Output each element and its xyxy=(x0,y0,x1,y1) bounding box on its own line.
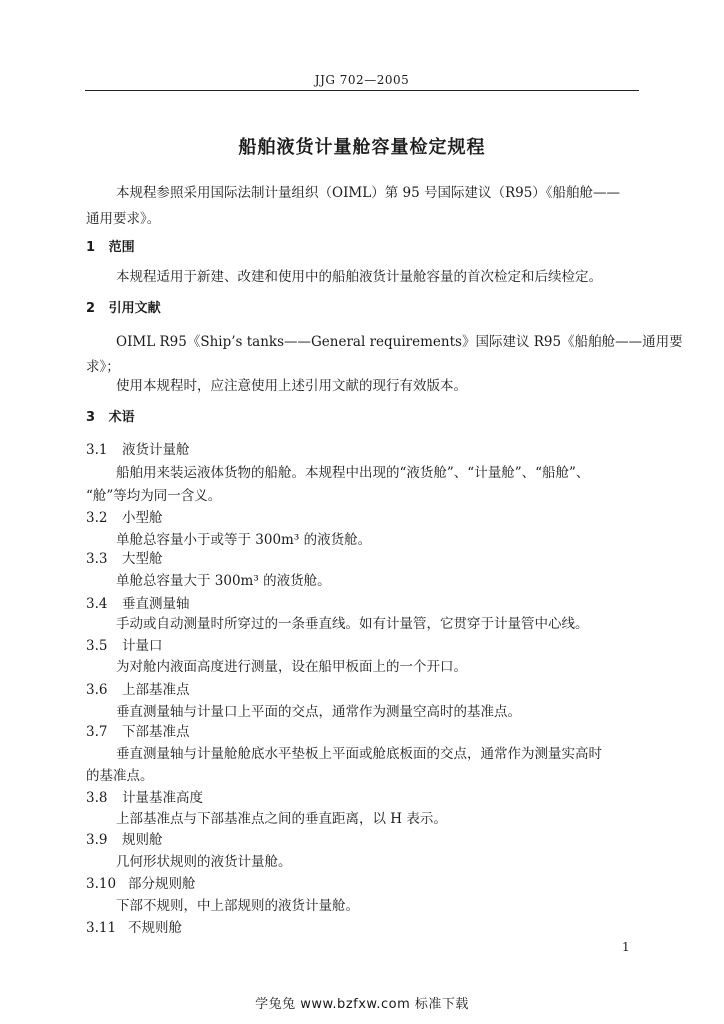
document-title: 船舶液货计量舱容量检定规程 xyxy=(238,137,486,158)
section-2-heading xyxy=(86,297,161,316)
term-definition: 为对舱内液面高度进行测量，设在船甲板面上的一个开口。 xyxy=(116,659,467,675)
section-1-body: 本规程适用于新建、改建和使用中的船舶液货计量舱容量的首次检定和后续检定。 xyxy=(116,269,602,285)
term-definition: 的基准点。 xyxy=(86,768,154,784)
term-definition: 单舱总容量小于或等于 300m³ 的液货舱。 xyxy=(116,532,372,548)
term-number: 3.3 xyxy=(86,551,108,567)
term-number: 3.7 xyxy=(86,724,108,740)
term-heading xyxy=(86,678,190,698)
term-heading xyxy=(86,634,163,654)
term-definition: 手动或自动测量时所穿过的一条垂直线。如有计量管，它贯穿于计量管中心线。 xyxy=(116,616,589,632)
section-number: 2 xyxy=(86,301,96,316)
page-number: 1 xyxy=(622,940,630,954)
intro-line-2: 通用要求》。 xyxy=(86,211,161,227)
term-definition: 垂直测量轴与计量舱舱底水平垫板上平面或舱底板面的交点，通常作为测量实高时 xyxy=(116,746,602,762)
term-definition: 下部不规则，中上部规则的液货计量舱。 xyxy=(116,898,359,914)
section-2-line-1: OIML R95《Ship’s tanks——General requirements》国际建议 R95《船舶舱——通用要 xyxy=(116,334,683,350)
term-number: 3.8 xyxy=(86,790,108,806)
intro-line-1: 本规程参照采用国际法制计量组织（OIML）第 95 号国际建议（R95）《船舶舱—— xyxy=(116,185,621,201)
term-number: 3.1 xyxy=(86,442,108,458)
document-code-header: JJG 702—2005 xyxy=(314,73,410,87)
term-heading xyxy=(86,592,190,612)
term-name: 上部基准点 xyxy=(122,682,190,698)
term-name: 小型舱 xyxy=(122,510,163,526)
term-name: 规则舱 xyxy=(122,832,163,848)
term-name: 垂直测量轴 xyxy=(122,596,190,612)
section-2-line-2: 求》； xyxy=(86,359,120,375)
term-definition: 船舶用来装运液体货物的船舱。本规程中出现的“液货舱”、“计量舱”、“船舱”、 xyxy=(116,465,590,481)
term-number: 3.5 xyxy=(86,638,108,654)
term-number: 3.10 xyxy=(86,876,117,892)
term-name: 计量口 xyxy=(122,638,163,654)
term-definition: 单舱总容量大于 300m³ 的液货舱。 xyxy=(116,573,331,589)
term-definition: 几何形状规则的液货计量舱。 xyxy=(116,854,292,870)
term-name: 不规则舱 xyxy=(128,920,182,936)
term-heading xyxy=(86,916,182,936)
header-rule xyxy=(85,90,639,91)
term-name: 大型舱 xyxy=(122,551,163,567)
term-heading xyxy=(86,547,163,567)
term-definition: “舱”等均为同一含义。 xyxy=(86,488,222,504)
section-2-line-3: 使用本规程时，应注意使用上述引用文献的现行有效版本。 xyxy=(116,378,467,394)
section-number: 3 xyxy=(86,410,96,425)
term-name: 下部基准点 xyxy=(122,724,190,740)
term-heading xyxy=(86,872,196,892)
term-number: 3.2 xyxy=(86,510,108,526)
term-definition: 上部基准点与下部基准点之间的垂直距离，以 H 表示。 xyxy=(116,811,447,827)
section-title: 术语 xyxy=(108,410,135,425)
term-name: 计量基准高度 xyxy=(122,790,203,806)
section-3-heading xyxy=(86,406,135,425)
term-name: 液货计量舱 xyxy=(122,442,190,458)
term-heading xyxy=(86,786,203,806)
watermark-footer: 学兔兔 www.bzfxw.com 标准下载 xyxy=(255,997,469,1012)
term-number: 3.9 xyxy=(86,832,108,848)
term-name: 部分规则舱 xyxy=(128,876,196,892)
term-heading xyxy=(86,720,190,740)
section-title: 引用文献 xyxy=(108,301,161,316)
section-1-heading xyxy=(86,236,135,255)
term-heading xyxy=(86,506,163,526)
term-heading xyxy=(86,828,163,848)
section-number: 1 xyxy=(86,240,96,255)
term-heading xyxy=(86,438,190,458)
term-number: 3.11 xyxy=(86,920,117,936)
section-title: 范围 xyxy=(108,240,135,255)
term-definition: 垂直测量轴与计量口上平面的交点，通常作为测量空高时的基准点。 xyxy=(116,704,521,720)
term-number: 3.4 xyxy=(86,596,108,612)
term-number: 3.6 xyxy=(86,682,108,698)
